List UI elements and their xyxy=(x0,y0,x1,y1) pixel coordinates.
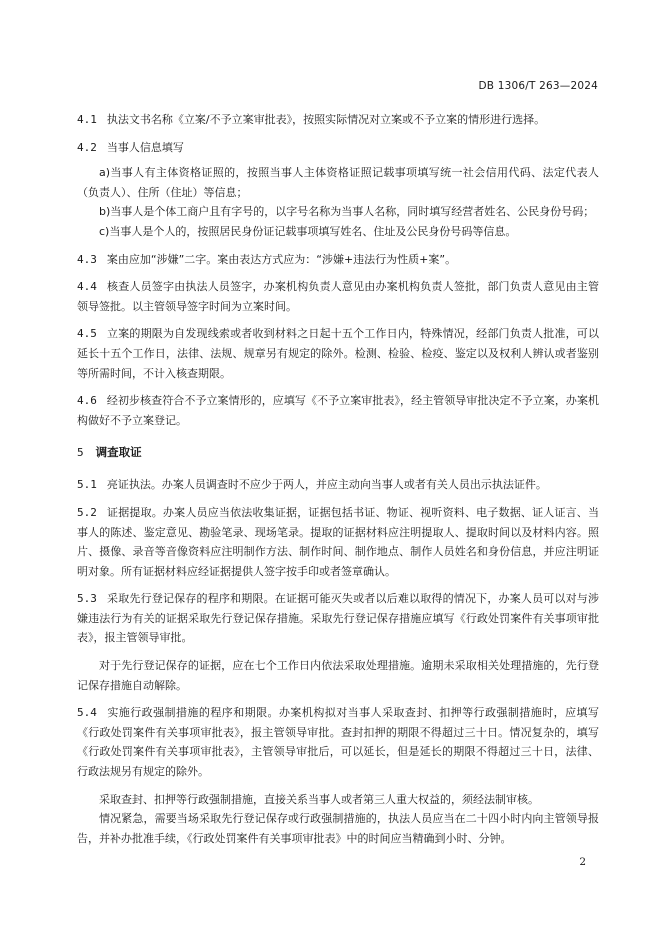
clause-text: 立案的期限为自发现线索或者收到材料之日起十五个工作日内，特殊情况，经部门负责人批准，可以延长十五个工作日，法律、法规、规章另有规定的除外。检测、检验、检疫、鉴定以及权利人辨认或者鉴别等所需时间，不计入核查期限。 xyxy=(77,327,599,380)
clause-number: 4.4 xyxy=(77,280,97,294)
clause-4-5 xyxy=(77,324,599,383)
clause-number: 5.3 xyxy=(77,592,97,606)
clause-4-6 xyxy=(77,391,599,430)
clause-5-4 xyxy=(77,703,599,781)
clause-4-1 xyxy=(77,110,599,130)
section-number: 5 xyxy=(77,446,84,460)
clause-5-4-paragraph-3: 情况紧急，需要当场采取先行登记保存或行政强制措施的，执法人员应当在二十四小时内向主管领导报告，并补办批准手续，《行政处罚案件有关事项审批表》中的时间应当精确到小时、分钟。 xyxy=(77,812,599,845)
clause-number: 4.6 xyxy=(77,394,97,408)
clause-5-4-paragraph-2: 采取查封、扣押等行政强制措施，直接关系当事人或者第三人重大权益的，须经法制审核。 xyxy=(99,792,539,806)
clause-4-3 xyxy=(77,250,599,270)
clause-number: 5.1 xyxy=(77,478,97,492)
clause-text: 当事人信息填写 xyxy=(106,140,184,154)
clause-5-2 xyxy=(77,503,599,581)
clause-5-3 xyxy=(77,589,599,648)
list-item-a: a)当事人有主体资格证照的，按照当事人主体资格证照记载事项填写统一社会信用代码、法定代表人（负责人）、住所（住址）等信息； xyxy=(77,166,599,199)
clause-4-2 xyxy=(77,138,599,158)
clause-text: 执法文书名称《立案/不予立案审批表》，按照实际情况对立案或不予立案的情形进行选择。 xyxy=(106,113,546,126)
clause-text: 实施行政强制措施的程序和期限。办案机构拟对当事人采取查封、扣押等行政强制措施时，应填写《行政处罚案件有关事项审批表》，报主管领导审批。查封扣押的期限不得超过三十日。情况复杂的，填写《行政处罚案件有关事项审批表》，主管领导审批后，可以延长，但是延长的期限不得超过三十日，法律、行政法规另有规定的除外。 xyxy=(77,706,599,779)
clause-text: 经初步核查符合不予立案情形的，应填写《不予立案审批表》，经主管领导审批决定不予立案，办案机构做好不予立案登记。 xyxy=(77,394,599,427)
document-body xyxy=(77,110,599,848)
section-title: 调查取证 xyxy=(95,445,142,460)
clause-number: 5.4 xyxy=(77,706,97,720)
clause-number: 4.2 xyxy=(77,140,97,154)
clause-number: 4.3 xyxy=(77,252,97,266)
clause-number: 5.2 xyxy=(77,505,97,519)
list-item-c: c)当事人是个人的，按照居民身份证记载事项填写姓名、住址及公民身份号码等信息。 xyxy=(99,224,517,238)
page-number: 2 xyxy=(579,856,586,868)
clause-text: 案由应加“涉嫌”二字。案由表达方式应为：“涉嫌+违法行为性质+案”。 xyxy=(106,252,457,266)
clause-number: 4.1 xyxy=(77,113,97,126)
clause-number: 4.5 xyxy=(77,327,97,341)
clause-4-4 xyxy=(77,277,599,316)
clause-text: 核查人员签字由执法人员签字，办案机构负责人意见由办案机构负责人签批，部门负责人意见由主管领导签批。以主管领导签字时间为立案时间。 xyxy=(77,280,599,313)
clause-5-1 xyxy=(77,475,599,495)
list-item-b: b)当事人是个体工商户且有字号的，以字号名称为当事人名称，同时填写经营者姓名、公民身份号码； xyxy=(99,205,595,219)
clause-text: 采取先行登记保存的程序和期限。在证据可能灭失或者以后难以取得的情况下，办案人员可以对与涉嫌违法行为有关的证据采取先行登记保存措施。采取先行登记保存措施应填写《行政处罚案件有关事项审批表》，报主管领导审批。 xyxy=(77,592,599,645)
clause-text: 亮证执法。办案人员调查时不应少于两人，并应主动向当事人或者有关人员出示执法证件。 xyxy=(106,478,547,492)
section-5-heading xyxy=(77,442,599,463)
clause-text: 证据提取。办案人员应当依法收集证据，证据包括书证、物证、视听资料、电子数据、证人证言、当事人的陈述、鉴定意见、勘验笔录、现场笔录。提取的证据材料应注明提取人、提取时间以及材料内容。照片、摄像、录音等音像资料应注明制作方法、制作时间、制作地点、制作人员姓名和身份信息，并应注明证明对象。所有证据材料应经证据提供人签字按手印或者签章确认。 xyxy=(77,505,599,578)
clause-5-3-paragraph-2: 对于先行登记保存的证据，应在七个工作日内依法采取处理措施。逾期未采取相关处理措施的，先行登记保存措施自动解除。 xyxy=(77,659,599,692)
document-code: DB 1306/T 263—2024 xyxy=(478,80,598,92)
